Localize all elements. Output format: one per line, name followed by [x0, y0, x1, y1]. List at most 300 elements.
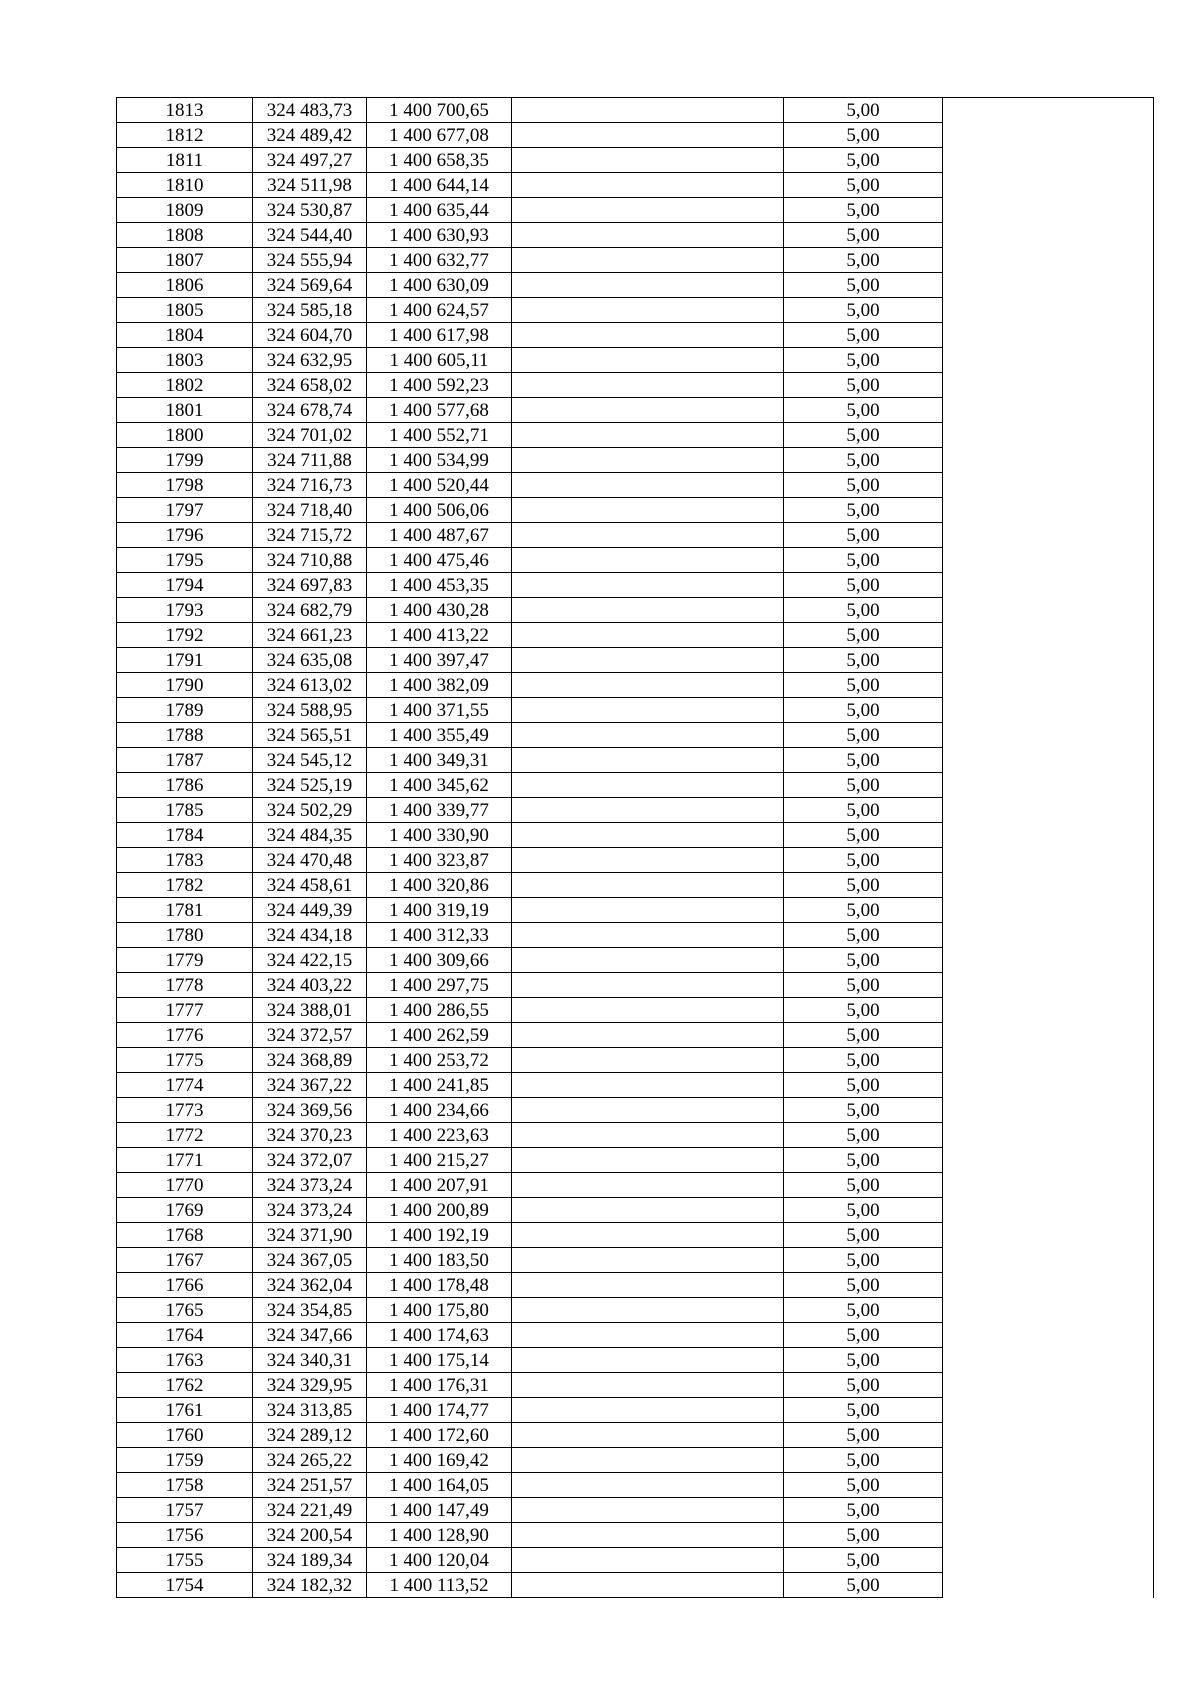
y-coordinate-cell: 1 400 413,22 — [367, 623, 512, 648]
table-row — [117, 823, 1154, 848]
point-number-cell: 1812 — [117, 123, 253, 148]
y-coordinate-cell: 1 400 520,44 — [367, 473, 512, 498]
value-cell: 5,00 — [784, 1048, 943, 1073]
empty-cell — [512, 1473, 784, 1498]
point-number-cell: 1809 — [117, 198, 253, 223]
y-coordinate-cell: 1 400 183,50 — [367, 1248, 512, 1273]
empty-cell — [512, 273, 784, 298]
right-empty-cell — [943, 1023, 1154, 1048]
value-cell: 5,00 — [784, 223, 943, 248]
table-row — [117, 323, 1154, 348]
point-number-cell: 1762 — [117, 1373, 253, 1398]
point-number-cell: 1797 — [117, 498, 253, 523]
empty-cell — [512, 448, 784, 473]
x-coordinate-cell: 324 388,01 — [253, 998, 367, 1023]
right-empty-cell — [943, 1148, 1154, 1173]
right-empty-cell — [943, 473, 1154, 498]
y-coordinate-cell: 1 400 262,59 — [367, 1023, 512, 1048]
point-number-cell: 1785 — [117, 798, 253, 823]
value-cell: 5,00 — [784, 1223, 943, 1248]
value-cell: 5,00 — [784, 248, 943, 273]
empty-cell — [512, 123, 784, 148]
right-empty-cell — [943, 798, 1154, 823]
x-coordinate-cell: 324 661,23 — [253, 623, 367, 648]
value-cell: 5,00 — [784, 748, 943, 773]
right-empty-cell — [943, 948, 1154, 973]
empty-cell — [512, 648, 784, 673]
empty-cell — [512, 548, 784, 573]
x-coordinate-cell: 324 484,35 — [253, 823, 367, 848]
y-coordinate-cell: 1 400 319,19 — [367, 898, 512, 923]
value-cell: 5,00 — [784, 998, 943, 1023]
value-cell: 5,00 — [784, 198, 943, 223]
empty-cell — [512, 173, 784, 198]
value-cell: 5,00 — [784, 148, 943, 173]
empty-cell — [512, 423, 784, 448]
point-number-cell: 1798 — [117, 473, 253, 498]
right-empty-cell — [943, 398, 1154, 423]
table-row — [117, 948, 1154, 973]
table-row — [117, 1573, 1154, 1598]
point-number-cell: 1811 — [117, 148, 253, 173]
value-cell: 5,00 — [784, 523, 943, 548]
right-empty-cell — [943, 373, 1154, 398]
y-coordinate-cell: 1 400 174,63 — [367, 1323, 512, 1348]
point-number-cell: 1770 — [117, 1173, 253, 1198]
value-cell: 5,00 — [784, 1273, 943, 1298]
right-empty-cell — [943, 1348, 1154, 1373]
value-cell: 5,00 — [784, 698, 943, 723]
value-cell: 5,00 — [784, 448, 943, 473]
point-number-cell: 1790 — [117, 673, 253, 698]
point-number-cell: 1794 — [117, 573, 253, 598]
x-coordinate-cell: 324 373,24 — [253, 1173, 367, 1198]
point-number-cell: 1777 — [117, 998, 253, 1023]
point-number-cell: 1808 — [117, 223, 253, 248]
point-number-cell: 1786 — [117, 773, 253, 798]
right-empty-cell — [943, 498, 1154, 523]
right-empty-cell — [943, 1373, 1154, 1398]
table-row — [117, 598, 1154, 623]
point-number-cell: 1803 — [117, 348, 253, 373]
value-cell: 5,00 — [784, 1398, 943, 1423]
right-empty-cell — [943, 698, 1154, 723]
y-coordinate-cell: 1 400 577,68 — [367, 398, 512, 423]
point-number-cell: 1804 — [117, 323, 253, 348]
empty-cell — [512, 1023, 784, 1048]
point-number-cell: 1757 — [117, 1498, 253, 1523]
x-coordinate-cell: 324 189,34 — [253, 1548, 367, 1573]
y-coordinate-cell: 1 400 175,14 — [367, 1348, 512, 1373]
value-cell: 5,00 — [784, 373, 943, 398]
value-cell: 5,00 — [784, 173, 943, 198]
x-coordinate-cell: 324 718,40 — [253, 498, 367, 523]
empty-cell — [512, 1573, 784, 1598]
right-empty-cell — [943, 1523, 1154, 1548]
right-empty-cell — [943, 673, 1154, 698]
right-empty-cell — [943, 248, 1154, 273]
x-coordinate-cell: 324 182,32 — [253, 1573, 367, 1598]
x-coordinate-cell: 324 422,15 — [253, 948, 367, 973]
table-row — [117, 698, 1154, 723]
right-empty-cell — [943, 1223, 1154, 1248]
x-coordinate-cell: 324 715,72 — [253, 523, 367, 548]
right-empty-cell — [943, 323, 1154, 348]
x-coordinate-cell: 324 530,87 — [253, 198, 367, 223]
y-coordinate-cell: 1 400 382,09 — [367, 673, 512, 698]
empty-cell — [512, 898, 784, 923]
x-coordinate-cell: 324 483,73 — [253, 98, 367, 123]
table-row — [117, 873, 1154, 898]
right-empty-cell — [943, 1198, 1154, 1223]
table-row — [117, 898, 1154, 923]
right-empty-cell — [943, 1423, 1154, 1448]
value-cell: 5,00 — [784, 323, 943, 348]
value-cell: 5,00 — [784, 1148, 943, 1173]
right-empty-cell — [943, 1298, 1154, 1323]
y-coordinate-cell: 1 400 534,99 — [367, 448, 512, 473]
x-coordinate-cell: 324 682,79 — [253, 598, 367, 623]
point-number-cell: 1758 — [117, 1473, 253, 1498]
table-row — [117, 1123, 1154, 1148]
y-coordinate-cell: 1 400 635,44 — [367, 198, 512, 223]
y-coordinate-cell: 1 400 430,28 — [367, 598, 512, 623]
empty-cell — [512, 998, 784, 1023]
table-row — [117, 1273, 1154, 1298]
y-coordinate-cell: 1 400 605,11 — [367, 348, 512, 373]
empty-cell — [512, 1373, 784, 1398]
empty-cell — [512, 1548, 784, 1573]
table-row — [117, 298, 1154, 323]
point-number-cell: 1800 — [117, 423, 253, 448]
right-empty-cell — [943, 748, 1154, 773]
x-coordinate-cell: 324 367,05 — [253, 1248, 367, 1273]
x-coordinate-cell: 324 434,18 — [253, 923, 367, 948]
table-row — [117, 998, 1154, 1023]
x-coordinate-cell: 324 458,61 — [253, 873, 367, 898]
table-row — [117, 1148, 1154, 1173]
x-coordinate-cell: 324 367,22 — [253, 1073, 367, 1098]
value-cell: 5,00 — [784, 548, 943, 573]
y-coordinate-cell: 1 400 200,89 — [367, 1198, 512, 1223]
point-number-cell: 1773 — [117, 1098, 253, 1123]
empty-cell — [512, 698, 784, 723]
y-coordinate-cell: 1 400 176,31 — [367, 1373, 512, 1398]
point-number-cell: 1768 — [117, 1223, 253, 1248]
table-row — [117, 273, 1154, 298]
right-empty-cell — [943, 123, 1154, 148]
value-cell: 5,00 — [784, 848, 943, 873]
point-number-cell: 1759 — [117, 1448, 253, 1473]
y-coordinate-cell: 1 400 241,85 — [367, 1073, 512, 1098]
empty-cell — [512, 723, 784, 748]
table-row — [117, 623, 1154, 648]
x-coordinate-cell: 324 470,48 — [253, 848, 367, 873]
point-number-cell: 1760 — [117, 1423, 253, 1448]
point-number-cell: 1813 — [117, 98, 253, 123]
y-coordinate-cell: 1 400 297,75 — [367, 973, 512, 998]
right-empty-cell — [943, 423, 1154, 448]
right-empty-cell — [943, 1123, 1154, 1148]
point-number-cell: 1780 — [117, 923, 253, 948]
y-coordinate-cell: 1 400 349,31 — [367, 748, 512, 773]
x-coordinate-cell: 324 545,12 — [253, 748, 367, 773]
table-row — [117, 423, 1154, 448]
empty-cell — [512, 773, 784, 798]
right-empty-cell — [943, 598, 1154, 623]
x-coordinate-cell: 324 340,31 — [253, 1348, 367, 1373]
y-coordinate-cell: 1 400 371,55 — [367, 698, 512, 723]
table-row — [117, 1173, 1154, 1198]
empty-cell — [512, 498, 784, 523]
table-row — [117, 98, 1154, 123]
right-empty-cell — [943, 148, 1154, 173]
point-number-cell: 1810 — [117, 173, 253, 198]
value-cell: 5,00 — [784, 298, 943, 323]
x-coordinate-cell: 324 716,73 — [253, 473, 367, 498]
table-row — [117, 523, 1154, 548]
y-coordinate-cell: 1 400 323,87 — [367, 848, 512, 873]
value-cell: 5,00 — [784, 1098, 943, 1123]
right-empty-cell — [943, 223, 1154, 248]
table-row — [117, 223, 1154, 248]
y-coordinate-cell: 1 400 453,35 — [367, 573, 512, 598]
x-coordinate-cell: 324 372,57 — [253, 1023, 367, 1048]
x-coordinate-cell: 324 489,42 — [253, 123, 367, 148]
table-row — [117, 748, 1154, 773]
point-number-cell: 1756 — [117, 1523, 253, 1548]
value-cell: 5,00 — [784, 498, 943, 523]
y-coordinate-cell: 1 400 345,62 — [367, 773, 512, 798]
point-number-cell: 1778 — [117, 973, 253, 998]
table-row — [117, 548, 1154, 573]
table-row — [117, 148, 1154, 173]
point-number-cell: 1779 — [117, 948, 253, 973]
value-cell: 5,00 — [784, 673, 943, 698]
value-cell: 5,00 — [784, 1073, 943, 1098]
y-coordinate-cell: 1 400 113,52 — [367, 1573, 512, 1598]
x-coordinate-cell: 324 369,56 — [253, 1098, 367, 1123]
value-cell: 5,00 — [784, 573, 943, 598]
right-empty-cell — [943, 198, 1154, 223]
right-empty-cell — [943, 1073, 1154, 1098]
empty-cell — [512, 823, 784, 848]
point-number-cell: 1766 — [117, 1273, 253, 1298]
right-empty-cell — [943, 448, 1154, 473]
x-coordinate-cell: 324 371,90 — [253, 1223, 367, 1248]
table-row — [117, 1048, 1154, 1073]
table-row — [117, 198, 1154, 223]
value-cell: 5,00 — [784, 123, 943, 148]
point-number-cell: 1765 — [117, 1298, 253, 1323]
right-empty-cell — [943, 723, 1154, 748]
x-coordinate-cell: 324 449,39 — [253, 898, 367, 923]
y-coordinate-cell: 1 400 172,60 — [367, 1423, 512, 1448]
right-empty-cell — [943, 1573, 1154, 1598]
table-row — [117, 1223, 1154, 1248]
value-cell: 5,00 — [784, 1423, 943, 1448]
value-cell: 5,00 — [784, 423, 943, 448]
point-number-cell: 1805 — [117, 298, 253, 323]
value-cell: 5,00 — [784, 598, 943, 623]
value-cell: 5,00 — [784, 1373, 943, 1398]
right-empty-cell — [943, 1323, 1154, 1348]
x-coordinate-cell: 324 265,22 — [253, 1448, 367, 1473]
empty-cell — [512, 1248, 784, 1273]
table-row — [117, 1348, 1154, 1373]
right-empty-cell — [943, 998, 1154, 1023]
y-coordinate-cell: 1 400 169,42 — [367, 1448, 512, 1473]
x-coordinate-cell: 324 370,23 — [253, 1123, 367, 1148]
x-coordinate-cell: 324 511,98 — [253, 173, 367, 198]
coordinates-table — [116, 97, 1154, 1598]
table-row — [117, 1198, 1154, 1223]
empty-cell — [512, 398, 784, 423]
x-coordinate-cell: 324 604,70 — [253, 323, 367, 348]
value-cell: 5,00 — [784, 1298, 943, 1323]
empty-cell — [512, 248, 784, 273]
x-coordinate-cell: 324 544,40 — [253, 223, 367, 248]
table-row — [117, 723, 1154, 748]
empty-cell — [512, 1348, 784, 1373]
y-coordinate-cell: 1 400 552,71 — [367, 423, 512, 448]
point-number-cell: 1764 — [117, 1323, 253, 1348]
table-row — [117, 173, 1154, 198]
value-cell: 5,00 — [784, 823, 943, 848]
table-row — [117, 923, 1154, 948]
x-coordinate-cell: 324 221,49 — [253, 1498, 367, 1523]
x-coordinate-cell: 324 613,02 — [253, 673, 367, 698]
table-row — [117, 473, 1154, 498]
empty-cell — [512, 1423, 784, 1448]
right-empty-cell — [943, 1248, 1154, 1273]
y-coordinate-cell: 1 400 309,66 — [367, 948, 512, 973]
x-coordinate-cell: 324 701,02 — [253, 423, 367, 448]
empty-cell — [512, 798, 784, 823]
empty-cell — [512, 873, 784, 898]
x-coordinate-cell: 324 569,64 — [253, 273, 367, 298]
y-coordinate-cell: 1 400 644,14 — [367, 173, 512, 198]
table-row — [117, 1248, 1154, 1273]
value-cell: 5,00 — [784, 923, 943, 948]
right-empty-cell — [943, 1498, 1154, 1523]
right-empty-cell — [943, 1473, 1154, 1498]
y-coordinate-cell: 1 400 397,47 — [367, 648, 512, 673]
point-number-cell: 1791 — [117, 648, 253, 673]
empty-cell — [512, 1223, 784, 1248]
x-coordinate-cell: 324 710,88 — [253, 548, 367, 573]
value-cell: 5,00 — [784, 898, 943, 923]
right-empty-cell — [943, 1273, 1154, 1298]
value-cell: 5,00 — [784, 1248, 943, 1273]
point-number-cell: 1774 — [117, 1073, 253, 1098]
empty-cell — [512, 1323, 784, 1348]
point-number-cell: 1761 — [117, 1398, 253, 1423]
point-number-cell: 1789 — [117, 698, 253, 723]
point-number-cell: 1755 — [117, 1548, 253, 1573]
table-row — [117, 1298, 1154, 1323]
y-coordinate-cell: 1 400 700,65 — [367, 98, 512, 123]
empty-cell — [512, 673, 784, 698]
value-cell: 5,00 — [784, 98, 943, 123]
point-number-cell: 1792 — [117, 623, 253, 648]
empty-cell — [512, 1523, 784, 1548]
right-empty-cell — [943, 648, 1154, 673]
value-cell: 5,00 — [784, 798, 943, 823]
y-coordinate-cell: 1 400 192,19 — [367, 1223, 512, 1248]
y-coordinate-cell: 1 400 487,67 — [367, 523, 512, 548]
value-cell: 5,00 — [784, 1198, 943, 1223]
point-number-cell: 1767 — [117, 1248, 253, 1273]
x-coordinate-cell: 324 555,94 — [253, 248, 367, 273]
y-coordinate-cell: 1 400 630,09 — [367, 273, 512, 298]
empty-cell — [512, 1173, 784, 1198]
x-coordinate-cell: 324 632,95 — [253, 348, 367, 373]
x-coordinate-cell: 324 588,95 — [253, 698, 367, 723]
x-coordinate-cell: 324 635,08 — [253, 648, 367, 673]
table-row — [117, 973, 1154, 998]
x-coordinate-cell: 324 658,02 — [253, 373, 367, 398]
point-number-cell: 1782 — [117, 873, 253, 898]
right-empty-cell — [943, 348, 1154, 373]
y-coordinate-cell: 1 400 632,77 — [367, 248, 512, 273]
right-empty-cell — [943, 98, 1154, 123]
right-empty-cell — [943, 973, 1154, 998]
point-number-cell: 1775 — [117, 1048, 253, 1073]
value-cell: 5,00 — [784, 1323, 943, 1348]
empty-cell — [512, 298, 784, 323]
right-empty-cell — [943, 573, 1154, 598]
x-coordinate-cell: 324 200,54 — [253, 1523, 367, 1548]
value-cell: 5,00 — [784, 1573, 943, 1598]
y-coordinate-cell: 1 400 592,23 — [367, 373, 512, 398]
empty-cell — [512, 1098, 784, 1123]
empty-cell — [512, 1048, 784, 1073]
empty-cell — [512, 148, 784, 173]
point-number-cell: 1783 — [117, 848, 253, 873]
x-coordinate-cell: 324 289,12 — [253, 1423, 367, 1448]
y-coordinate-cell: 1 400 355,49 — [367, 723, 512, 748]
y-coordinate-cell: 1 400 312,33 — [367, 923, 512, 948]
point-number-cell: 1781 — [117, 898, 253, 923]
x-coordinate-cell: 324 251,57 — [253, 1473, 367, 1498]
value-cell: 5,00 — [784, 1548, 943, 1573]
value-cell: 5,00 — [784, 473, 943, 498]
value-cell: 5,00 — [784, 1473, 943, 1498]
value-cell: 5,00 — [784, 348, 943, 373]
empty-cell — [512, 1298, 784, 1323]
empty-cell — [512, 848, 784, 873]
table-row — [117, 1398, 1154, 1423]
empty-cell — [512, 1448, 784, 1473]
y-coordinate-cell: 1 400 223,63 — [367, 1123, 512, 1148]
empty-cell — [512, 473, 784, 498]
point-number-cell: 1788 — [117, 723, 253, 748]
x-coordinate-cell: 324 502,29 — [253, 798, 367, 823]
y-coordinate-cell: 1 400 330,90 — [367, 823, 512, 848]
empty-cell — [512, 1398, 784, 1423]
value-cell: 5,00 — [784, 1348, 943, 1373]
table-row — [117, 498, 1154, 523]
y-coordinate-cell: 1 400 630,93 — [367, 223, 512, 248]
point-number-cell: 1787 — [117, 748, 253, 773]
value-cell: 5,00 — [784, 773, 943, 798]
y-coordinate-cell: 1 400 234,66 — [367, 1098, 512, 1123]
table-row — [117, 1098, 1154, 1123]
x-coordinate-cell: 324 678,74 — [253, 398, 367, 423]
point-number-cell: 1784 — [117, 823, 253, 848]
x-coordinate-cell: 324 354,85 — [253, 1298, 367, 1323]
